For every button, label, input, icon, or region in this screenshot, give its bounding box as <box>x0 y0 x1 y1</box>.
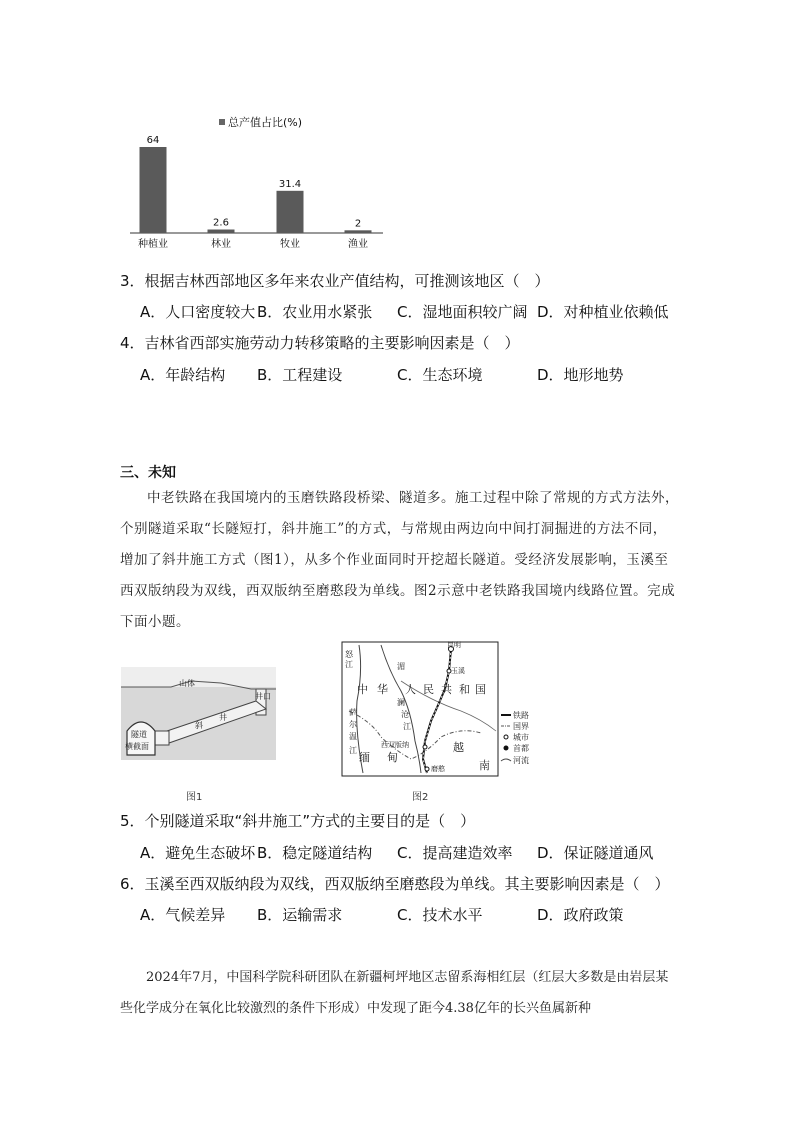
country-char: 和 <box>459 683 470 696</box>
bar-value-label: 2 <box>354 218 362 230</box>
bar-0 <box>140 147 167 233</box>
question-3-stem: 3．根据吉林西部地区多年来农业产值结构，可推测该地区（ ） <box>120 272 550 290</box>
bar-3 <box>345 230 372 233</box>
figure-1-caption: 图1 <box>186 792 203 803</box>
bar-1 <box>208 230 235 233</box>
passage-2: 2024年7月，中国科学院科研团队在新疆柯坪地区志留系海相红层（红层大多数是由岩层某些化学成分在氧化比较激烈的条件下形成）中发现了距今4.38亿年的长兴鱼属新种 <box>120 970 669 1016</box>
category-label: 种植业 <box>138 239 168 250</box>
river-char: 沧 <box>401 710 409 719</box>
legend-label: 总产值占比(%) <box>228 116 303 129</box>
q4-option-a: A．年龄结构 <box>140 366 226 384</box>
label-cross-section: 横截面 <box>125 742 149 751</box>
country-char: 中 <box>357 683 368 696</box>
river-char: 江 <box>349 746 357 755</box>
country-char: 共 <box>441 683 452 696</box>
vietnam-char: 南 <box>479 759 490 772</box>
river-char: 江 <box>403 722 411 731</box>
label-tunnel: 隧道 <box>131 730 147 739</box>
label-well-mouth: 井口 <box>255 692 271 701</box>
tunnel-diagram <box>121 667 276 760</box>
q6-option-d: D．政府政策 <box>537 906 624 924</box>
river-char: 江 <box>345 660 353 669</box>
legend-border: 国界 <box>513 722 529 731</box>
river-char: 萨 <box>349 708 357 717</box>
city-kunming: 昆明 <box>447 641 461 649</box>
label-shaft-well: 井 <box>219 713 227 722</box>
city-mohan: 磨憨 <box>431 765 445 773</box>
question-6-stem: 6．玉溪至西双版纳段为双线，西双版纳至磨憨段为单线。其主要影响因素是（ ） <box>120 875 670 893</box>
q3-option-c: C．湿地面积较广阔 <box>397 303 528 321</box>
country-char: 人 <box>405 683 416 696</box>
figure-2-caption: 图2 <box>412 792 429 803</box>
category-label: 牧业 <box>280 239 300 250</box>
section-heading: 三、未知 <box>120 465 176 481</box>
q5-option-b: B．稳定隧道结构 <box>257 844 373 862</box>
bar-2 <box>277 191 304 233</box>
city-yuxi: 玉溪 <box>451 667 465 675</box>
q5-option-a: A．避免生态破坏 <box>140 844 256 862</box>
chart-legend <box>219 115 302 129</box>
bar-value-label: 64 <box>146 135 160 146</box>
figure-1 <box>121 667 276 760</box>
legend-capital: 首都 <box>513 744 529 753</box>
bar-value-label: 31.4 <box>278 178 302 190</box>
q5-option-c: C．提高建造效率 <box>397 844 513 862</box>
category-label: 林业 <box>211 239 231 250</box>
legend-city: 城市 <box>513 733 529 742</box>
q6-option-b: B．运输需求 <box>257 906 343 924</box>
label-shaft-incline: 斜 <box>195 721 203 730</box>
river-char: 尔 <box>349 720 357 729</box>
q6-option-c: C．技术水平 <box>397 906 483 924</box>
country-char: 国 <box>475 683 486 696</box>
q3-option-a: A．人口密度较大 <box>140 303 256 321</box>
myanmar-char: 甸 <box>387 751 398 764</box>
q3-option-d: D．对种植业依赖低 <box>537 303 669 321</box>
river-char: 温 <box>349 732 357 741</box>
river-char: 湄 <box>397 662 405 671</box>
q5-option-d: D．保证隧道通风 <box>537 844 654 862</box>
river-char: 怒 <box>345 650 353 659</box>
country-char: 民 <box>423 683 434 696</box>
legend-river: 河流 <box>513 756 529 765</box>
figure-2 <box>341 641 551 777</box>
q4-option-d: D．地形地势 <box>537 366 624 384</box>
vietnam-char: 越 <box>453 741 464 754</box>
q3-option-b: B．农业用水紧张 <box>257 303 373 321</box>
legend-railway: 铁路 <box>513 711 529 720</box>
river-char: 澜 <box>397 698 405 707</box>
question-5-stem: 5．个别隧道采取“斜井施工”方式的主要目的是（ ） <box>120 812 476 830</box>
category-label: 渔业 <box>348 239 368 250</box>
label-mountain: 山体 <box>179 679 195 688</box>
myanmar-char: 缅 <box>359 751 370 764</box>
railway-map <box>341 641 551 777</box>
bar-chart <box>125 105 395 255</box>
map-legend <box>501 710 529 765</box>
q6-option-a: A．气候差异 <box>140 906 226 924</box>
country-char: 华 <box>377 683 388 696</box>
q4-option-c: C．生态环境 <box>397 366 483 384</box>
section-passage: 中老铁路在我国境内的玉磨铁路段桥梁、隧道多。施工过程中除了常规的方式方法外，个别隧道采取“长隧短打，斜井施工”的方式，与常规由两边向中间打洞掘进的方法不同，增加了斜井施工方式（图1），从多个作业面同时开挖超长隧道。受经济发展影响，玉溪至西双版纳段为双线，西双版纳至磨憨段为单线。图2示意中老铁路我国境内线路位置。完成下面小题。 <box>120 490 679 630</box>
bar-value-label: 2.6 <box>213 217 229 229</box>
question-4-stem: 4．吉林省西部实施劳动力转移策略的主要影响因素是（ ） <box>120 334 520 352</box>
q4-option-b: B．工程建设 <box>257 366 343 384</box>
city-xishuangbanna: 西双版纳 <box>381 741 409 749</box>
